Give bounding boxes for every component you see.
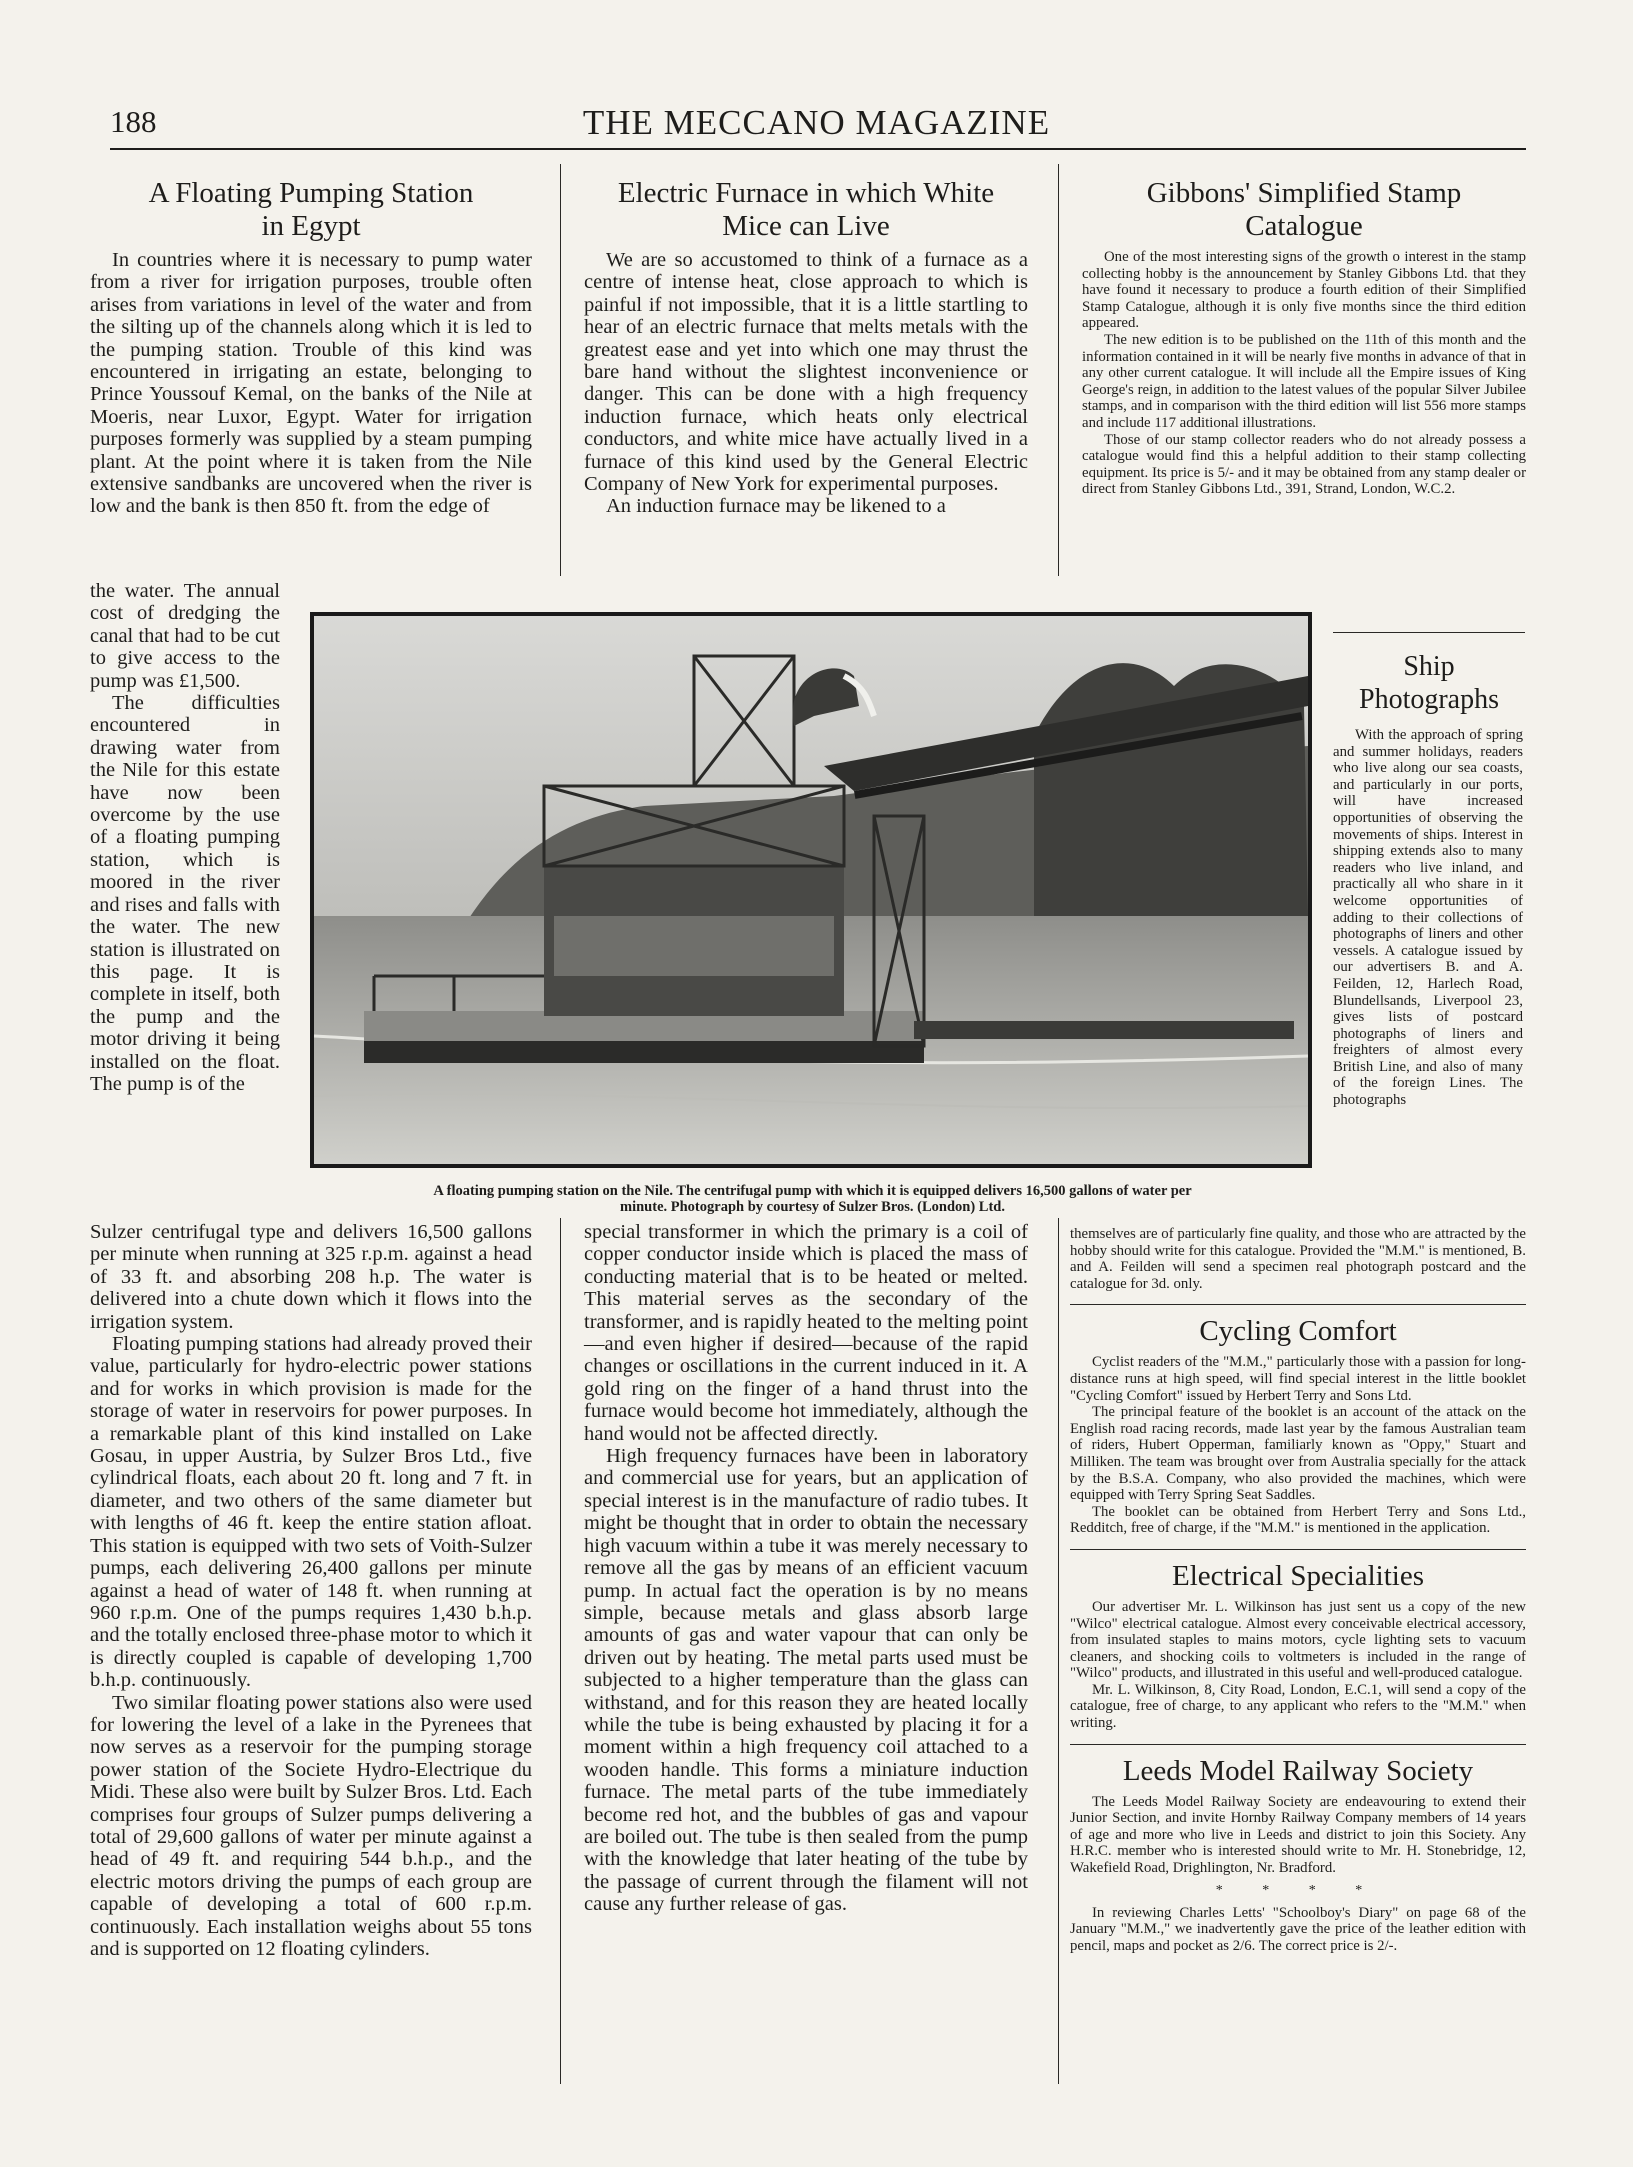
article-title: Ship Photographs	[1359, 651, 1499, 715]
masthead: THE MECCANO MAGAZINE	[582, 103, 1051, 142]
article-electric-furnace	[584, 177, 1028, 518]
page-number: 188	[110, 104, 157, 139]
article-floating-pumping-station-wrap	[90, 580, 280, 1095]
photo-image	[314, 616, 1308, 1164]
separator-stars: * * * *	[1215, 1882, 1381, 1898]
paragraph: Those of our stamp collector readers who do not already possess a catalogue would find this a helpful addition to their stamp collecting equipment. Its price is 5/- and it may be obtained from any stamp dealer or direct from Stanley Gibbons Ltd., 391, Strand, London, W.C.2.	[1082, 431, 1526, 498]
section-rule	[1070, 1304, 1526, 1305]
paragraph: High frequency furnaces have been in laboratory and commercial use for years, but an application of special interest is in the manufacture of radio tubes. It might be thought that in order to obtain the necessary high vacuum within a tube it was merely necessary to remove all the gas by means of an efficient vacuum pump. In actual fact the operation is by no means simple, because metals and glass absorb large amounts of gas and water vapour that can only be driven out by heating. The metal parts used must be subjected to a higher temperature than the glass can withstand, and for this reason they are heated locally while the tube is being exhausted by placing it for a moment within a high frequency coil attached to a wooden handle. This forms a miniature induction furnace. The metal parts of the tube immediately become red hot, and the bubbles of gas and vapour are boiled out. The tube is then sealed from the pump with the knowledge that later heating of the tube by the passage of current through the filament will not cause any further release of gas.	[584, 1445, 1028, 1916]
article-ship-photographs-heading	[1333, 650, 1525, 722]
paragraph: An induction furnace may be likened to a	[606, 495, 946, 518]
paragraph: the water. The annual cost of dredging the canal that had to be cut to give access to the pump was £1,500.	[90, 580, 280, 692]
paragraph: The Leeds Model Railway Society are endeavouring to extend their Junior Section, and invite Hornby Railway Company members of 14 years of age and more who live in Leeds and district to join this Society. Any H.R.C. member who is interested should write to Mr. H. Stonebridge, 12, Wakefield Road, Drighlington, Nr. Bradford.	[1070, 1793, 1526, 1877]
paragraph: Floating pumping stations had already proved their value, particularly for hydro-electric power stations and for works in which provision is made for the storage of water in reservoirs for power purposes. In a remarkable plant of this kind installed on Lake Gosau, in upper Austria, by Sulzer Bros Ltd., five cylindrical floats, each about 20 ft. long and 7 ft. in diameter, and two others of the same diameter but with lengths of 46 ft. keep the entire station afloat. This station is equipped with two sets of Voith-Sulzer pumps, each delivering 26,400 gallons per minute against a head of water of 148 ft. when running at 960 r.p.m. One of the pumps requires 1,430 b.h.p. and the totally enclosed three-phase motor to which it is directly coupled is capable of developing 1,700 b.h.p. continuously.	[90, 1333, 532, 1692]
article-title: Electrical Specialities	[1171, 1559, 1425, 1592]
paragraph: Two similar floating power stations also were used for lowering the level of a lake in the Pyrenees that now serves as a reservoir for the pumping storage power station of the Societe Hydro-Electrique du Midi. These also were built by Sulzer Bros. Ltd. Each comprises four groups of Sulzer pumps delivering a total of 29,600 gallons of water per minute against a head of 49 ft. and requiring 544 b.h.p., and the electric motors driving the pumps of each group are capable of developing a total of 600 r.p.m. continuously. Each installation weighs about 55 tons and is supported on 12 floating cylinders.	[90, 1691, 532, 1960]
paragraph: special transformer in which the primary is a coil of copper conductor inside which is placed the mass of conducting material that is to be heated or melted. This material serves as the secondary of the transformer, and is rapidly heated to the melting point—and even higher if desired—because of the rapid changes or oscillations in the current induced in it. A gold ring on the finger of a hand thrust into the furnace would become hot immediately, although the hand would not be affected directly.	[584, 1221, 1028, 1445]
section-rule	[1070, 1549, 1526, 1550]
paragraph: Our advertiser Mr. L. Wilkinson has just sent us a copy of the new "Wilco" electrical catalogue. Almost every conceivable electrical accessory, from insulated staples to mains motors, cycle lighting sets to vacuum cleaners, and shocking coils to voltmeters is included in the range of "Wilco" products, and illustrated in this useful and well-produced catalogue.	[1070, 1598, 1526, 1682]
paragraph: One of the most interesting signs of the growth o interest in the stamp collecting hobby is the announcement by Stanley Gibbons Ltd. that they have found it necessary to produce a fourth edition of their Simplified Stamp Catalogue, although it is only five months since the third edition appeared.	[1082, 249, 1526, 332]
article-electric-furnace-continued	[584, 1221, 1028, 1916]
article-floating-pumping-station	[90, 177, 532, 518]
paragraph: We are so accustomed to think of a furnace as a centre of intense heat, close approach to which is painful if not impossible, that it is a little startling to hear of an electric furnace that melts metals with the greatest ease and yet into which one may thrust the bare hand without the slightest inconvenience or danger. This can be done with a high frequency induction furnace, which heats only electrical conductors, and white mice have actually lived in a furnace of this kind used by the General Electric Company of New York for experimental purposes.	[584, 249, 1028, 496]
paragraph: In countries where it is necessary to pump water from a river for irrigation purposes, trouble often arises from variations in level of the water and from the silting up of the channels along which it is led to the pumping station. Trouble of this kind was encountered in irrigating an estate, belonging to Prince Youssouf Kemal, on the banks of the Nile at Moeris, near Luxor, Egypt. Water for irrigation purposes formerly was supplied by a steam pumping plant. At the point where it is taken from the Nile extensive sandbanks are uncovered when the river is low and the bank is then 850 ft. from the edge of	[90, 249, 532, 518]
paragraph: Cyclist readers of the "M.M.," particularly those with a passion for long-distance runs at high speed, will find special interest in the little booklet "Cycling Comfort" issued by Herbert Terry and Sons Ltd.	[1070, 1354, 1526, 1404]
paragraph: In reviewing Charles Letts' "Schoolboy's Diary" on page 68 of the January "M.M.," we inadvertently gave the price of the leather edition with pencil, maps and pocket as 2/6. The correct price is 2/-.	[1070, 1904, 1526, 1954]
column-divider-left-lower	[560, 1218, 561, 2084]
column-divider-left	[560, 164, 561, 576]
paragraph: The difficulties encountered in drawing water from the Nile for this estate have now been overcome by the use of a floating pumping station, which is moored in the river and rises and falls with the water. The new station is illustrated on this page. It is complete in itself, both the pump and the motor driving it being installed on the float. The pump is of the	[90, 692, 280, 1095]
paragraph: The booklet can be obtained from Herbert Terry and Sons Ltd., Redditch, free of charge, if the "M.M." is mentioned in the application.	[1070, 1503, 1526, 1537]
section-rule	[1333, 632, 1525, 633]
paragraph: The new edition is to be published on the 11th of this month and the information contained in it will be nearly five months in advance of that in any other current catalogue. It will include all the Empire issues of King George's reign, in addition to the latest values of the popular Silver Jubilee stamps, and in comparison with the third edition will list 556 more stamps and include 117 additional illustrations.	[1082, 331, 1526, 431]
paragraph: themselves are of particularly fine quality, and those who are attracted by the hobby should write for this catalogue. Provided the "M.M." is mentioned, B. and A. Feilden will send a specimen real photograph postcard and the catalogue for 3d. only.	[1070, 1226, 1526, 1292]
paragraph: With the approach of spring and summer holidays, readers who live along our sea coasts, and particularly in our ports, will have increased opportunities of observing the movements of ships. Interest in shipping extends also to many readers who live inland, and practically all who share in it welcome opportunities of adding to their collections of photographs of liners and other vessels. A catalogue issued by our advertisers B. and A. Feilden, 12, Harlech Road, Blundellsands, Liverpool 23, gives lists of postcard photographs of liners and freighters of almost every British Line, and also of many of the foreign Lines. The photographs	[1333, 727, 1523, 1109]
article-title: A Floating Pumping Station in Egypt	[148, 177, 474, 242]
article-floating-pumping-station-continued	[90, 1221, 532, 1960]
article-title: Gibbons' Simplified Stamp Catalogue	[1146, 177, 1462, 242]
article-title: Cycling Comfort	[1199, 1315, 1397, 1348]
article-ship-photographs-continued	[1070, 1226, 1526, 1954]
column-divider-right	[1058, 164, 1059, 576]
photo-floating-pumping-station	[310, 612, 1312, 1168]
article-title: Electric Furnace in which White Mice can Live	[617, 177, 995, 242]
article-ship-photographs-wrap	[1333, 727, 1523, 1109]
section-rule	[1070, 1744, 1526, 1745]
header-rule	[110, 148, 1526, 150]
article-title: Leeds Model Railway Society	[1122, 1754, 1474, 1787]
photo-caption: A floating pumping station on the Nile. The centrifugal pump with which it is equipped delivers 16,500 gallons of water per minute. Photograph by courtesy of Sulzer Bros. (London) Ltd.	[433, 1183, 1192, 1215]
paragraph: Mr. L. Wilkinson, 8, City Road, London, E.C.1, will send a copy of the catalogue, free of charge, to any applicant who refers to the "M.M." when writing.	[1070, 1681, 1526, 1732]
paragraph: Sulzer centrifugal type and delivers 16,500 gallons per minute when running at 325 r.p.m. against a head of 33 ft. and absorbing 208 h.p. The water is delivered into a chute down which it flows into the irrigation system.	[90, 1221, 532, 1333]
paragraph: The principal feature of the booklet is an account of the attack on the English road racing records, made last year by the famous Australian team of riders, Hubert Opperman, familiarly known as "Oppy," Stuart and Milliken. The team was brought over from Australia specially for the attack by the B.S.A. Company, who also provided the machines, which were equipped with Terry Spring Seat Saddles.	[1070, 1404, 1526, 1504]
article-stamp-catalogue	[1082, 177, 1526, 498]
column-divider-right-lower	[1058, 1218, 1059, 2084]
